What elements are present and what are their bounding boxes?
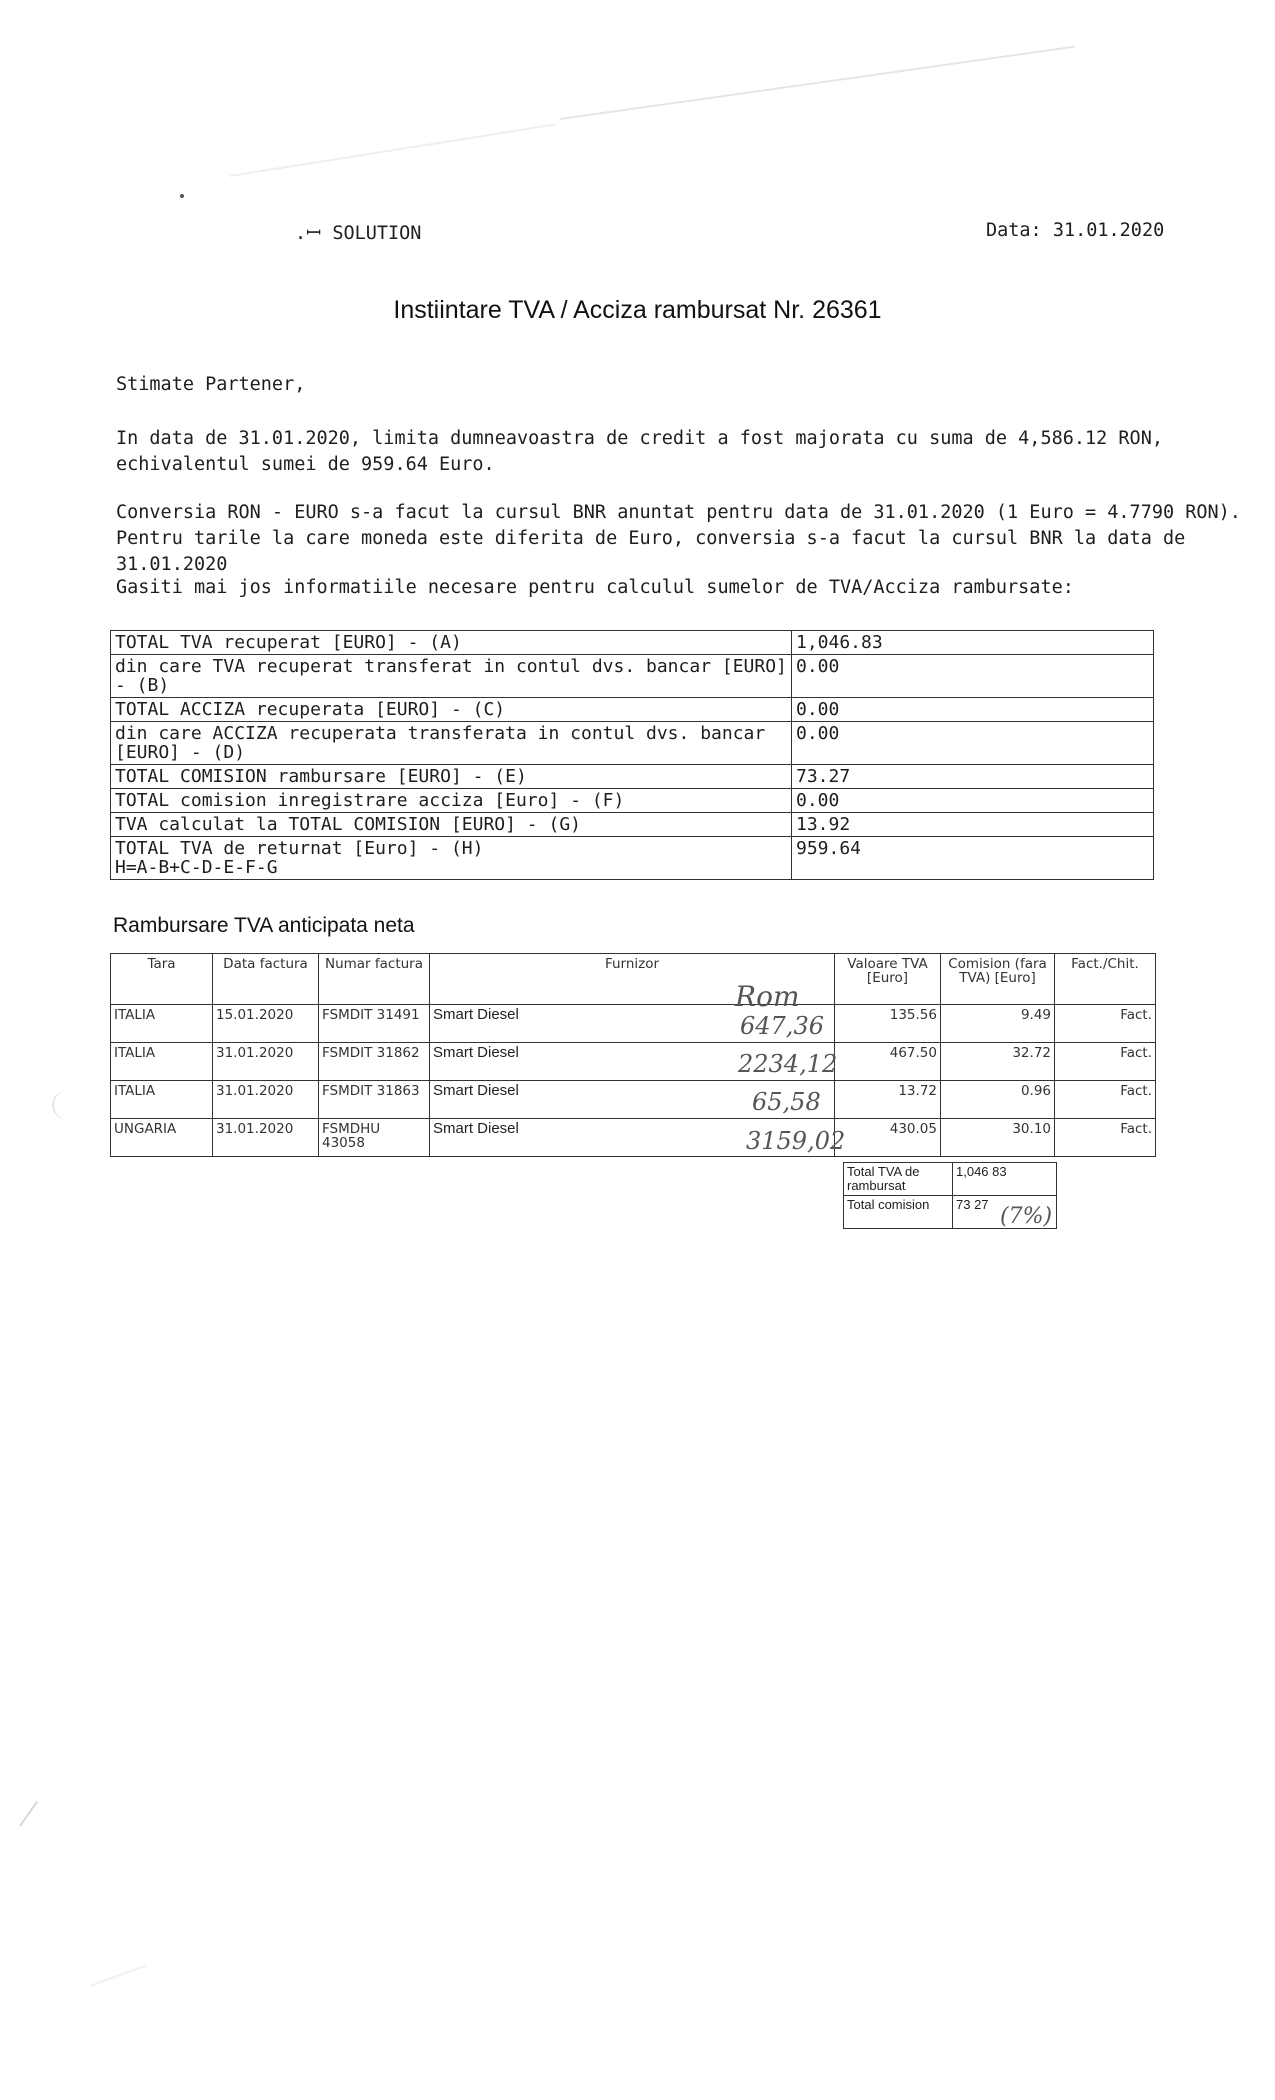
col-header-data: Data factura: [213, 954, 319, 1005]
handwritten-ron-amount: 647,36: [740, 1012, 824, 1040]
section-title: Rambursare TVA anticipata neta: [113, 914, 415, 937]
handwritten-currency: Rom: [735, 980, 800, 1013]
scan-streak: [560, 46, 1075, 120]
cell-fact: Fact.: [1055, 1119, 1156, 1157]
summary-value: 0.00: [792, 789, 1154, 813]
col-header-valoare: Valoare TVA [Euro]: [835, 954, 941, 1005]
refund-detail-table: [110, 953, 1156, 1157]
cell-data: 15.01.2020: [213, 1005, 319, 1043]
table-header-row: [111, 954, 1156, 1005]
scan-dot: [180, 194, 184, 198]
paragraph-line: echivalentul sumei de 959.64 Euro.: [116, 454, 495, 475]
cell-numar: FSMDHU 43058: [319, 1119, 430, 1157]
cell-furnizor: Smart Diesel: [430, 1081, 835, 1119]
summary-value: 13.92: [792, 813, 1154, 837]
date-value: 31.01.2020: [1052, 220, 1165, 241]
paragraph-line: Conversia RON - EURO s-a facut la cursul BNR anuntat pentru data de 31.01.2020 (1 Euro = 4.7790 RON).: [116, 502, 1241, 523]
document-date: [986, 220, 1164, 241]
summary-label-line: TOTAL TVA de returnat [Euro] - (H): [115, 838, 484, 859]
table-row: [111, 1081, 1156, 1119]
cell-furnizor: Smart Diesel: [430, 1119, 835, 1157]
paragraph-conversion: [116, 500, 1275, 578]
scan-streak: [230, 123, 556, 177]
table-row: [111, 698, 1154, 722]
summary-label: [111, 837, 792, 880]
summary-label: TVA calculat la TOTAL COMISION [EURO] - (G): [111, 813, 792, 837]
col-header-furnizor: Furnizor: [430, 954, 835, 1005]
summary-value: 0.00: [792, 698, 1154, 722]
scan-mark: [52, 1090, 84, 1120]
cell-numar: FSMDIT 31491: [319, 1005, 430, 1043]
table-row: [111, 631, 1154, 655]
summary-value: 959.64: [792, 837, 1154, 880]
cell-valoare: 467.50: [835, 1043, 941, 1081]
paragraph-line: Pentru tarile la care moneda este diferita de Euro, conversia s-a facut la cursul BNR la data de 31.01.2020: [116, 528, 1186, 575]
table-row: [111, 1005, 1156, 1043]
table-row: [111, 813, 1154, 837]
total-value: 73 27: [953, 1196, 1057, 1229]
col-header-fact: Fact./Chit.: [1055, 954, 1156, 1005]
summary-label: din care ACCIZA recuperata transferata in contul dvs. bancar [EURO] - (D): [111, 722, 792, 765]
summary-table: [110, 630, 1154, 880]
summary-value: 1,046.83: [792, 631, 1154, 655]
cell-data: 31.01.2020: [213, 1043, 319, 1081]
table-row: [111, 722, 1154, 765]
cell-tara: ITALIA: [111, 1043, 213, 1081]
summary-value: 0.00: [792, 655, 1154, 698]
company-name: .ꟷ SOLUTION: [295, 223, 422, 244]
col-header-numar: Numar factura: [319, 954, 430, 1005]
cell-comision: 9.49: [941, 1005, 1055, 1043]
table-row: [111, 1043, 1156, 1081]
cell-tara: UNGARIA: [111, 1119, 213, 1157]
summary-label: din care TVA recuperat transferat in contul dvs. bancar [EURO] - (B): [111, 655, 792, 698]
cell-valoare: 13.72: [835, 1081, 941, 1119]
cell-numar: FSMDIT 31862: [319, 1043, 430, 1081]
handwritten-percent-note: (7%): [1000, 1204, 1053, 1229]
cell-tara: ITALIA: [111, 1005, 213, 1043]
paragraph-info: Gasiti mai jos informatiile necesare pentru calculul sumelor de TVA/Acciza rambursate:: [116, 577, 1074, 598]
table-row: [111, 1119, 1156, 1157]
cell-furnizor: Smart Diesel: [430, 1043, 835, 1081]
cell-comision: 0.96: [941, 1081, 1055, 1119]
paragraph-line: In data de 31.01.2020, limita dumneavoastra de credit a fost majorata cu suma de 4,586.12 RON,: [116, 428, 1163, 449]
col-header-tara: Tara: [111, 954, 213, 1005]
greeting: Stimate Partener,: [116, 374, 306, 395]
total-label: Total TVA de rambursat: [844, 1163, 953, 1196]
table-row: [111, 789, 1154, 813]
cell-data: 31.01.2020: [213, 1081, 319, 1119]
summary-formula: H=A-B+C-D-E-F-G: [115, 857, 278, 878]
cell-fact: Fact.: [1055, 1005, 1156, 1043]
summary-label: TOTAL COMISION rambursare [EURO] - (E): [111, 765, 792, 789]
summary-value: 73.27: [792, 765, 1154, 789]
cell-comision: 30.10: [941, 1119, 1055, 1157]
summary-label: TOTAL comision inregistrare acciza [Euro] - (F): [111, 789, 792, 813]
handwritten-ron-amount: 65,58: [752, 1088, 821, 1116]
table-row: [111, 837, 1154, 880]
scan-streak: [90, 1965, 147, 1987]
handwritten-ron-amount: 3159,02: [746, 1127, 846, 1155]
table-row: [844, 1163, 1057, 1196]
table-row: [111, 765, 1154, 789]
col-header-comision: Comision (fara TVA) [Euro]: [941, 954, 1055, 1005]
cell-fact: Fact.: [1055, 1043, 1156, 1081]
table-row: [111, 655, 1154, 698]
total-label: Total comision: [844, 1196, 953, 1229]
document-title: Instiintare TVA / Acciza rambursat Nr. 26361: [393, 296, 882, 324]
date-label: Data:: [986, 220, 1042, 241]
handwritten-ron-amount: 2234,12: [738, 1050, 838, 1078]
paragraph-credit: [116, 426, 1163, 478]
cell-tara: ITALIA: [111, 1081, 213, 1119]
scan-streak: [19, 1801, 38, 1827]
cell-furnizor: Smart Diesel: [430, 1005, 835, 1043]
summary-label: TOTAL ACCIZA recuperata [EURO] - (C): [111, 698, 792, 722]
cell-comision: 32.72: [941, 1043, 1055, 1081]
cell-valoare: 430.05: [835, 1119, 941, 1157]
summary-value: 0.00: [792, 722, 1154, 765]
cell-valoare: 135.56: [835, 1005, 941, 1043]
cell-fact: Fact.: [1055, 1081, 1156, 1119]
summary-label: TOTAL TVA recuperat [EURO] - (A): [111, 631, 792, 655]
total-value: 1,046 83: [953, 1163, 1057, 1196]
cell-numar: FSMDIT 31863: [319, 1081, 430, 1119]
cell-data: 31.01.2020: [213, 1119, 319, 1157]
